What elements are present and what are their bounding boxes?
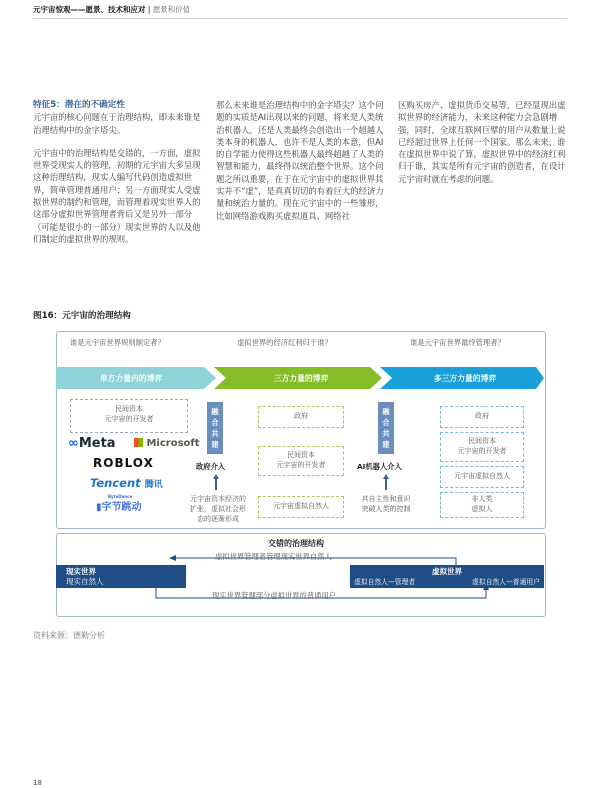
gov-intervene-label: 政府介入 <box>196 462 226 471</box>
paragraph: 那么未来谁是治理结构中的金字塔尖？这个问题的实质是AI出现以来的问题，将来是人类统治机器人，还是人类最终会创造出一个超越人类本身的机器人，也许不是人类的本意，但AI的自学能力使得这些机器人最终超越了人类的智慧和能力，最终得以统治整个世界。这个问题之所以重要，在于在元宇宙中的虚拟世界其实并不“虚”，是真真切切的有着巨大的经济力量和统治力量的。现在元宇宙中的一些雏形，比如网络游戏购买虚拟道具、网络社 <box>216 100 384 221</box>
header-title: 元宇宙惊观——愿景、技术和应对 <box>33 5 146 14</box>
ai-intervene-label: AI机器人介入 <box>357 462 402 471</box>
paragraph: 区购买房产、虚拟货币交易等，已经显现出虚拟世界的经济能力，未来这种能力会急剧增强，同时，全球互联网巨擘的用户从数量上说已经超过世界上任何一个国家。那么未来，谁在虚拟世界中说了算，虚拟世界中的经济红利归于谁，其实是所有元宇宙的创造者，在设计元宇宙时就在考虑的问题。 <box>398 100 566 184</box>
bytedance-icon: ▮ <box>96 502 102 513</box>
roblox-logo: ROBLOX <box>93 456 154 470</box>
top-arrow-label: 虚拟世界管理者管理现实世界自然人 <box>215 552 332 561</box>
right-capital-label: 民间资本 元宇宙的开发者 <box>457 437 507 455</box>
bottom-arrow-label: 现实世界管理部分虚拟世界的普通用户 <box>212 591 337 600</box>
header-subtitle: 愿景和价值 <box>152 5 191 14</box>
virtual-admin-label: 虚拟自然人—管理者 <box>354 578 416 586</box>
left-capital-label: 民间资本 元宇宙的开发者 <box>104 405 154 423</box>
page-number: 18 <box>33 779 42 787</box>
gov-structure-title: 交错的治理结构 <box>268 539 324 548</box>
stage-1-label: 单方力量内的博弈 <box>99 373 163 383</box>
paragraph: 元宇宙中的治理结构是交错的，一方面，虚拟世界受现实人的管理，初期的元宇宙大多呈现这种治理结构，现实人编写代码创造虚拟世界，简单管理普通用户；另一方面现实人受虚拟世界的制约和管理，而管理着现实世界人的这部分虚拟世界管理者背后又是另外一部分（可能是很小的一部分）现实世界的人以及他们制定的虚拟世界的规则。 <box>33 147 201 244</box>
header-divider <box>33 18 567 19</box>
mid-natural-label: 元宇宙虚拟自然人 <box>273 502 329 510</box>
gov-note: 元宇宙资本经济的 扩张，虚拟社会形 态的逐渐形成 <box>190 495 246 523</box>
stage-2-label: 三方力量的博弈 <box>273 373 329 383</box>
up-arrow-icon <box>383 474 389 490</box>
ai-note: 其自主性和意识 突破人类的控制 <box>361 495 411 513</box>
merge-bar-left: 融 合 共 建 <box>207 402 223 454</box>
stage-3-label: 多三方力量的博弈 <box>433 373 497 383</box>
text-column-3 <box>398 99 573 196</box>
running-header: 元宇宙惊观——愿景、技术和应对 | 愿景和价值 <box>33 5 191 14</box>
section-heading: 特征5：潜在的不确定性 <box>33 100 125 110</box>
source-note: 资料来源：德勤分析 <box>33 631 105 640</box>
mid-capital-label: 民间资本 元宇宙的开发者 <box>276 451 326 469</box>
microsoft-logo: Microsoft <box>134 438 200 449</box>
question-final-manager: 谁是元宇宙世界最终管理者？ <box>410 338 505 347</box>
text-column-2 <box>216 99 389 233</box>
right-natural-label: 元宇宙虚拟自然人 <box>454 472 510 480</box>
paragraph: 元宇宙的核心问题在于治理结构，即未来谁是治理结构中的金字塔尖。 <box>33 112 201 135</box>
virtual-world-box: 虚拟世界 虚拟自然人—管理者 虚拟自然人—普通用户 <box>350 565 544 588</box>
mid-gov-label: 政府 <box>294 412 308 420</box>
text-column-1 <box>33 99 208 256</box>
question-rule-maker: 谁是元宇宙世界规则制定者？ <box>70 338 165 347</box>
real-world-box: 现实世界 现实自然人 <box>56 565 186 588</box>
meta-logo: ∞Meta <box>68 436 116 451</box>
up-arrow-icon <box>213 474 219 490</box>
figure-title: 图16：元宇宙的治理结构 <box>33 311 131 321</box>
merge-bar-right: 融 合 共 建 <box>378 402 394 454</box>
virtual-user-label: 虚拟自然人—普通用户 <box>472 578 540 586</box>
tencent-logo: Tencent 腾讯 <box>90 476 163 490</box>
question-dividend: 虚拟世界的经济红利归于谁？ <box>237 338 332 347</box>
right-gov-label: 政府 <box>475 412 489 420</box>
bytedance-logo: ByteDance ▮字节跳动 <box>96 494 142 513</box>
microsoft-icon <box>134 438 143 447</box>
right-nonhuman-label: 非人类 虚拟人 <box>471 495 493 513</box>
